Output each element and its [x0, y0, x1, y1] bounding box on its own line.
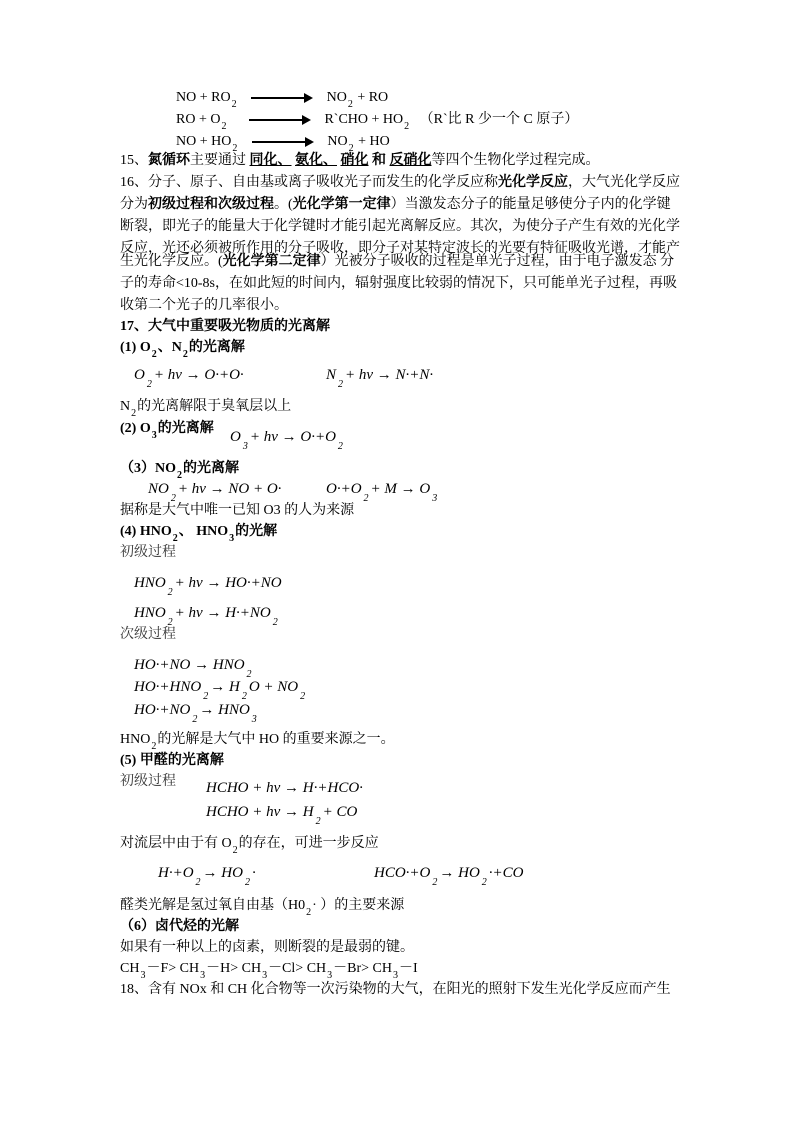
sub: 2: [151, 741, 157, 752]
s4-note: [120, 731, 395, 750]
eq-part: + CO: [322, 804, 358, 820]
eq-part: HNO: [134, 575, 166, 591]
s3-equation-2: [326, 480, 439, 504]
s1-title: [120, 339, 245, 358]
eq-part: HO·+NO: [134, 702, 191, 718]
arrow-icon: [251, 93, 313, 103]
reaction-3: [176, 133, 390, 152]
s1-title-c: 的光离解: [188, 340, 245, 355]
p15-keyword-4: 反硝化: [389, 153, 432, 168]
reaction-1: [176, 89, 388, 108]
p15-text2: 等四个生物化学过程完成。: [431, 153, 600, 168]
reaction-2: [176, 111, 578, 130]
reaction-3-left: NO + HO: [176, 134, 232, 149]
eq-part: O + NO: [248, 679, 299, 695]
sub: 2: [232, 143, 238, 154]
eq-part: + hν → NO + O·: [177, 481, 282, 497]
p16-l1a: 16、分子、原子、自由基或离子吸收光子而发生的化学反应称: [120, 175, 498, 190]
bond-item: $CH_3-I$: [372, 961, 418, 981]
reaction-3-right: NO: [327, 134, 348, 149]
eq-part: N: [326, 367, 337, 383]
sub: 2: [170, 493, 176, 504]
s2-title-a: (2) O: [120, 421, 151, 436]
bond-item: $CH_3-H>$: [179, 961, 242, 981]
s1-equation-1: [134, 366, 244, 390]
p15-keyword-2: 氨化、: [295, 153, 337, 168]
eq-part: H·+O: [158, 865, 194, 881]
s4-primary-label: 初级过程: [120, 545, 176, 560]
s4-equation-2: [134, 604, 280, 628]
paragraph-15: [120, 152, 600, 170]
sub: 2: [172, 533, 178, 544]
s1-equation-2: [326, 366, 434, 390]
eq-part: ·+CO: [488, 865, 524, 881]
p16-line-5: [120, 253, 674, 271]
eq-part: + hν → N·+N·: [345, 367, 434, 383]
sub: 2: [151, 349, 157, 360]
sub: 2: [404, 121, 410, 132]
p16-line-3: 断裂，即光子的能量大于化学键时才能引起光离解反应。其次，为使分子产生有效的光化学: [120, 219, 680, 234]
s6-note: 如果有一种以上的卤素，则断裂的是最弱的键。: [120, 940, 414, 955]
sub: 3: [242, 441, 248, 452]
s6-bond-order: [120, 960, 418, 979]
s3-note: 据称是大气中唯一已知 O3 的人为来源: [120, 503, 355, 518]
eq-part: O: [134, 367, 145, 383]
sub: 2: [481, 877, 487, 888]
p15-text1: 主要通过: [190, 153, 246, 168]
note-part: 的存在，可进一步反应: [238, 836, 379, 851]
s2-equation: [230, 428, 345, 452]
sub: 2: [244, 877, 250, 888]
s5-note-2: [120, 897, 404, 916]
s4-title-a: (4) HNO: [120, 524, 172, 539]
s4-title-c: 的光解: [235, 524, 278, 539]
s5-note: [120, 835, 379, 854]
p16-line-4: 反应，光还必须被所作用的分子吸收，即分子对某特定波长的光要有特征吸收光谱，才能产: [120, 241, 680, 256]
s5-equation-1: HCHO + hν → H·+HCO·: [206, 780, 363, 796]
sub: 2: [195, 877, 201, 888]
s4-equation-4: [134, 678, 307, 702]
p15-and: 和: [372, 153, 386, 168]
p15-term: 氮循环: [148, 153, 190, 168]
eq-part: HCO·+O: [374, 865, 431, 881]
s3-title-b: 的光离解: [183, 461, 239, 476]
sub: 2: [231, 99, 237, 110]
sub: 2: [221, 121, 227, 132]
reaction-2-note: （R`比 R 少一个 C 原子）: [419, 112, 579, 127]
p16-l2a: 分为: [120, 197, 148, 212]
note-part: HNO: [120, 732, 151, 747]
eq-part: ·: [251, 865, 256, 881]
bond-item: $CH_3-F>$: [120, 961, 180, 981]
s4-secondary-label: 次级过程: [120, 627, 176, 642]
reaction-1-left: NO + RO: [176, 90, 231, 105]
note-part: · ）的主要来源: [312, 898, 405, 913]
sub: 3: [432, 493, 438, 504]
arrow-icon: [249, 115, 311, 125]
sub: 2: [241, 691, 247, 702]
eq-part: → HO: [439, 865, 480, 881]
p16-l5b: 光化学第二定律: [222, 254, 321, 269]
s4-title-b: 、 HNO: [178, 524, 229, 539]
note-part: 的光离解限于臭氧层以上: [137, 399, 292, 414]
p15-keyword-3: 硝化: [340, 153, 369, 168]
sub: 2: [347, 99, 353, 110]
s5-primary-label: 初级过程: [120, 774, 176, 789]
eq-part: HNO: [134, 605, 166, 621]
s1-note: [120, 398, 291, 417]
s4-equation-1: [134, 574, 282, 598]
eq-part: O·+O: [326, 481, 362, 497]
eq-part: + M → O: [370, 481, 431, 497]
reaction-3-right-tail: + HO: [354, 134, 390, 149]
sub: 2: [306, 907, 312, 918]
sub: 2: [337, 441, 343, 452]
eq-part: → HO: [202, 865, 243, 881]
sub: 2: [167, 617, 173, 628]
sub: 2: [203, 691, 209, 702]
reaction-2-left: RO + O: [176, 112, 221, 127]
s5-equation-2: [206, 803, 358, 827]
eq-part: + hν → HO·+NO: [174, 575, 282, 591]
eq-part: + hν → O·+O·: [153, 367, 244, 383]
section-17-title: 17、大气中重要吸光物质的光离解: [120, 319, 330, 334]
eq-part: HO·+HNO: [134, 679, 202, 695]
arrow-icon: [252, 137, 314, 147]
p16-l2c: 。(: [274, 197, 293, 212]
s3-title-a: （3）NO: [120, 461, 176, 476]
s5-equation-3: [158, 864, 256, 888]
sub: 3: [151, 430, 157, 441]
s4-equation-3: [134, 656, 254, 680]
note-part: 对流层中由于有 O: [120, 836, 232, 851]
sub: 2: [232, 845, 238, 856]
note-part: N: [120, 399, 131, 414]
s5-title: (5) 甲醛的光离解: [120, 753, 224, 768]
s3-equation-1: [148, 480, 282, 504]
note-part: 醛类光解是氢过氧自由基（H0: [120, 898, 306, 913]
eq-part: → HNO: [199, 702, 250, 718]
sub: 3: [251, 714, 257, 725]
eq-part: HCHO + hν → H: [206, 804, 314, 820]
p15-num: 15、: [120, 153, 148, 168]
p16-l5a: 生光化学反应。(: [120, 254, 223, 269]
eq-part: O: [230, 429, 241, 445]
paragraph-18: 18、含有 NOx 和 CH 化合物等一次污染物的大气，在阳光的照射下发生光化学反应而产生: [120, 982, 671, 997]
note-part: 的光解是大气中 HO 的重要来源之一。: [157, 732, 395, 747]
sub: 3: [229, 533, 235, 544]
p16-line-1: [120, 174, 680, 192]
sub: 2: [246, 669, 252, 680]
p15-keyword-1: 同化、: [249, 153, 292, 168]
sub: 2: [131, 408, 137, 419]
p16-line-7: 收第二个光子的几率很小。: [120, 298, 288, 313]
p16-l2d: 光化学第一定律: [292, 197, 391, 212]
sub: 2: [192, 714, 198, 725]
reaction-1-right: NO: [326, 90, 347, 105]
bond-item: $CH_3-Br>$: [306, 961, 373, 981]
s1-title-b: 、N: [157, 340, 182, 355]
s6-title: （6）卤代烃的光解: [120, 919, 239, 934]
s5-equation-4: [374, 864, 524, 888]
sub: 2: [177, 470, 182, 481]
s4-equation-5: [134, 701, 259, 725]
eq-part: NO: [148, 481, 169, 497]
s3-title: [120, 460, 239, 479]
eq-part: + hν → O·+O: [249, 429, 336, 445]
sub: 2: [363, 493, 369, 504]
p16-l1b: 光化学反应: [498, 175, 568, 190]
bond-item: $CH_3-Cl>$: [241, 961, 307, 981]
sub: 2: [300, 691, 306, 702]
sub: 2: [146, 379, 152, 390]
p16-l1c: ，大气光化学反应: [568, 175, 680, 190]
reaction-2-right: R`CHO + HO: [324, 112, 404, 127]
p16-l2e: ）当激发态分子的能量足够使分子内的化学键: [390, 197, 671, 212]
sub: 2: [272, 617, 278, 628]
s4-title: [120, 523, 277, 542]
p16-l5c: ）光被分子吸收的过程是单光子过程，由于电子激发态 分: [320, 254, 675, 269]
p16-l2b: 初级过程和次级过程: [148, 197, 274, 212]
eq-part: + hν → H·+NO: [174, 605, 271, 621]
s2-title: [120, 420, 214, 439]
sub: 2: [182, 349, 188, 360]
s2-title-b: 的光离解: [157, 421, 214, 436]
reaction-1-right-tail: + RO: [353, 90, 389, 105]
sub: 2: [432, 877, 438, 888]
s1-title-a: (1) O: [120, 340, 151, 355]
eq-part: → H: [210, 679, 240, 695]
sub: 2: [167, 587, 173, 598]
p16-line-6: 子的寿命<10-8s，在如此短的时间内，辐射强度比较弱的情况下，只可能单光子过程，再吸: [120, 276, 678, 291]
sub: 2: [315, 816, 321, 827]
sub: 2: [348, 143, 354, 154]
eq-part: HO·+NO → HNO: [134, 657, 245, 673]
sub: 2: [338, 379, 344, 390]
p16-line-2: [120, 196, 671, 214]
